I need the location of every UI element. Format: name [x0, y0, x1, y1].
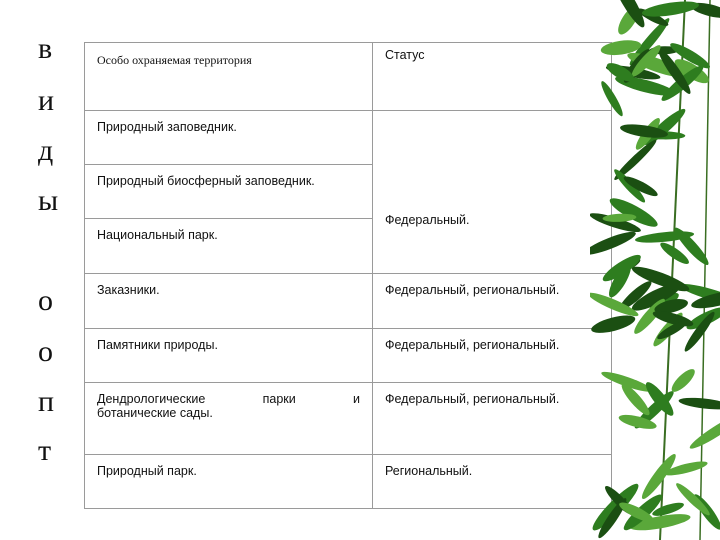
territory-word: парки — [262, 392, 296, 406]
header-status: Статус — [373, 43, 612, 111]
territory-line — [97, 392, 360, 406]
territory-cell: Национальный парк. — [85, 219, 373, 274]
title-letter: п — [38, 385, 55, 418]
title-letter: о — [38, 284, 53, 317]
table-row — [85, 455, 612, 509]
vertical-title — [38, 0, 78, 540]
territory-cell: Природный биосферный заповедник. — [85, 165, 373, 219]
leaf-shape — [678, 396, 720, 412]
territory-cell: Заказники. — [85, 274, 373, 329]
territory-word: и — [353, 392, 360, 406]
status-cell: Федеральный, региональный. — [373, 274, 612, 329]
header-territory: Особо охраняемая территория — [85, 43, 373, 111]
leaf-shape — [590, 312, 637, 337]
title-letter: т — [38, 434, 52, 467]
territory-line: ботанические сады. — [97, 406, 213, 420]
leaf-shape — [687, 410, 720, 452]
territory-cell: Природный парк. — [85, 455, 373, 509]
territory-word: Дендрологические — [97, 392, 206, 406]
territory-cell: Памятники природы. — [85, 329, 373, 383]
status-cell: Федеральный, региональный. — [373, 329, 612, 383]
status-cell-merged: Федеральный. — [373, 111, 612, 274]
table-row — [85, 383, 612, 455]
title-letter: и — [38, 84, 55, 117]
table-row — [85, 111, 612, 165]
leaf-shape — [673, 480, 712, 518]
leaf-shape — [602, 213, 636, 223]
leaf-shape — [598, 79, 625, 118]
title-letter: в — [38, 32, 53, 65]
leaf-shape — [590, 228, 638, 259]
title-letter: о — [38, 335, 53, 368]
title-letter: д — [38, 134, 54, 167]
leaf-shape — [668, 366, 698, 395]
status-cell: Федеральный, региональный. — [373, 383, 612, 455]
territory-cell: Природный заповедник. — [85, 111, 373, 165]
bamboo-leaves-decoration — [590, 0, 720, 540]
table-row — [85, 274, 612, 329]
table-header-row — [85, 43, 612, 111]
title-letter: ы — [38, 184, 59, 217]
table-row — [85, 329, 612, 383]
protected-areas-table — [84, 42, 612, 509]
leaf-shape — [638, 451, 679, 502]
status-cell: Региональный. — [373, 455, 612, 509]
territory-cell — [85, 383, 373, 455]
